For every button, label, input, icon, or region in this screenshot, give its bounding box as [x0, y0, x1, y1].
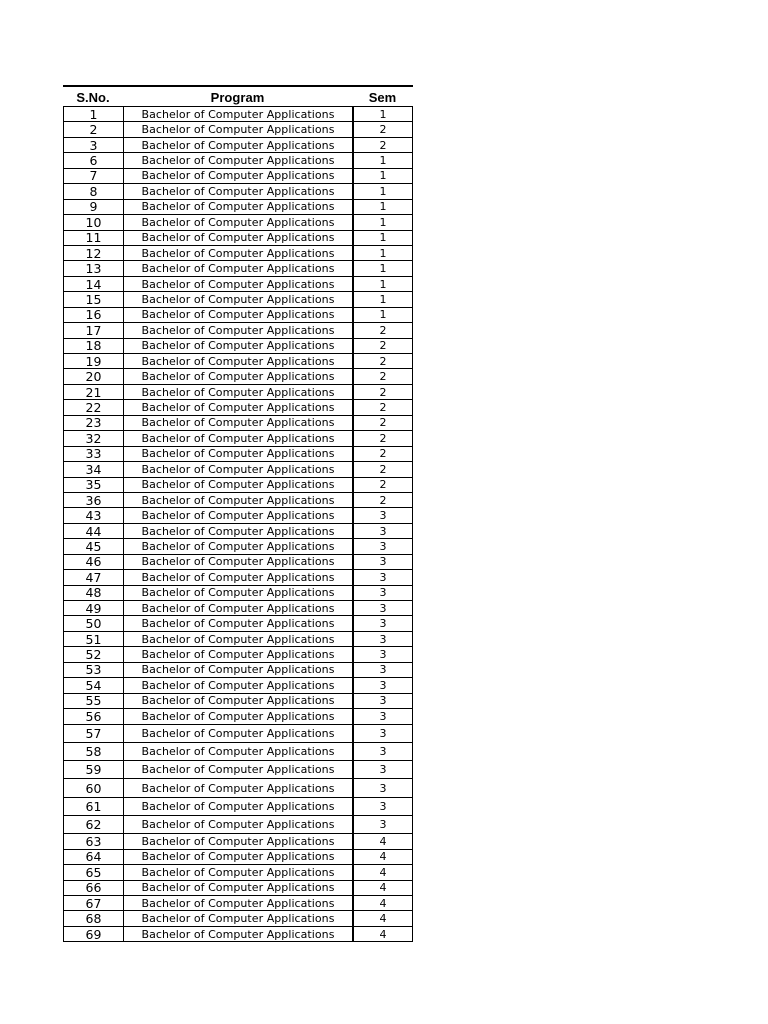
- cell-sno[interactable]: 14: [63, 277, 123, 291]
- cell-sno[interactable]: 16: [63, 308, 123, 322]
- table-row: [63, 778, 413, 796]
- cell-program[interactable]: Bachelor of Computer Applications: [123, 555, 352, 569]
- table-row: [63, 815, 413, 833]
- cell-program[interactable]: Bachelor of Computer Applications: [123, 539, 352, 553]
- cell-program[interactable]: Bachelor of Computer Applications: [123, 896, 352, 910]
- cell-program[interactable]: Bachelor of Computer Applications: [123, 761, 352, 778]
- cell-sno[interactable]: 23: [63, 416, 123, 430]
- cell-sno[interactable]: 46: [63, 555, 123, 569]
- cell-sem[interactable]: 4: [352, 865, 413, 879]
- cell-sno[interactable]: 36: [63, 493, 123, 507]
- table-row: [63, 214, 413, 229]
- cell-sem[interactable]: 2: [352, 400, 413, 414]
- cell-sno[interactable]: 69: [63, 927, 123, 941]
- cell-sem[interactable]: 2: [352, 339, 413, 353]
- cell-program[interactable]: Bachelor of Computer Applications: [123, 725, 352, 742]
- cell-program[interactable]: Bachelor of Computer Applications: [123, 462, 352, 476]
- cell-sem[interactable]: 3: [352, 632, 413, 646]
- table-row: [63, 492, 413, 507]
- cell-sno[interactable]: 49: [63, 601, 123, 615]
- cell-sem[interactable]: 1: [352, 215, 413, 229]
- cell-sno[interactable]: 61: [63, 798, 123, 815]
- cell-sem[interactable]: 2: [352, 447, 413, 461]
- cell-sno[interactable]: 35: [63, 478, 123, 492]
- cell-sem[interactable]: 1: [352, 277, 413, 291]
- cell-sem[interactable]: 2: [352, 369, 413, 383]
- table-row: [63, 415, 413, 430]
- cell-sem[interactable]: 3: [352, 647, 413, 661]
- cell-sno[interactable]: 12: [63, 246, 123, 260]
- cell-sno[interactable]: 57: [63, 725, 123, 742]
- cell-sem[interactable]: 2: [352, 478, 413, 492]
- table-row: [63, 615, 413, 630]
- cell-sno[interactable]: 32: [63, 431, 123, 445]
- cell-program[interactable]: Bachelor of Computer Applications: [123, 107, 352, 121]
- cell-program[interactable]: Bachelor of Computer Applications: [123, 369, 352, 383]
- cell-sem[interactable]: 2: [352, 122, 413, 136]
- cell-sno[interactable]: 17: [63, 323, 123, 337]
- table-row: [63, 895, 413, 910]
- cell-program[interactable]: Bachelor of Computer Applications: [123, 339, 352, 353]
- cell-program[interactable]: Bachelor of Computer Applications: [123, 647, 352, 661]
- cell-sem[interactable]: 3: [352, 694, 413, 708]
- cell-program[interactable]: Bachelor of Computer Applications: [123, 616, 352, 630]
- cell-sem[interactable]: 3: [352, 616, 413, 630]
- cell-program[interactable]: Bachelor of Computer Applications: [123, 447, 352, 461]
- table-row: [63, 864, 413, 879]
- table-row: [63, 384, 413, 399]
- cell-sem[interactable]: 1: [352, 200, 413, 214]
- cell-sem[interactable]: 3: [352, 586, 413, 600]
- cell-program[interactable]: Bachelor of Computer Applications: [123, 246, 352, 260]
- cell-sno[interactable]: 13: [63, 261, 123, 275]
- cell-sno[interactable]: 63: [63, 834, 123, 848]
- cell-sno[interactable]: 3: [63, 138, 123, 152]
- table-row: [63, 833, 413, 848]
- cell-sem[interactable]: 3: [352, 798, 413, 815]
- cell-sno[interactable]: 58: [63, 743, 123, 760]
- cell-sno[interactable]: 64: [63, 850, 123, 864]
- cell-sno[interactable]: 7: [63, 169, 123, 183]
- table-row: [63, 183, 413, 198]
- cell-sem[interactable]: 1: [352, 292, 413, 306]
- cell-sem[interactable]: 2: [352, 462, 413, 476]
- cell-program[interactable]: Bachelor of Computer Applications: [123, 798, 352, 815]
- cell-program[interactable]: Bachelor of Computer Applications: [123, 632, 352, 646]
- cell-sno[interactable]: 54: [63, 678, 123, 692]
- cell-sem[interactable]: 2: [352, 138, 413, 152]
- table-row: [63, 276, 413, 291]
- cell-sem[interactable]: 3: [352, 779, 413, 796]
- cell-sem[interactable]: 1: [352, 153, 413, 167]
- cell-program[interactable]: Bachelor of Computer Applications: [123, 277, 352, 291]
- table-row: [63, 307, 413, 322]
- cell-sno[interactable]: 8: [63, 184, 123, 198]
- cell-sem[interactable]: 3: [352, 709, 413, 723]
- table-row: [63, 152, 413, 167]
- cell-sno[interactable]: 43: [63, 508, 123, 522]
- cell-sem[interactable]: 3: [352, 555, 413, 569]
- cell-sno[interactable]: 67: [63, 896, 123, 910]
- cell-sno[interactable]: 9: [63, 200, 123, 214]
- cell-sem[interactable]: 3: [352, 816, 413, 833]
- cell-sem[interactable]: 2: [352, 323, 413, 337]
- cell-program[interactable]: Bachelor of Computer Applications: [123, 816, 352, 833]
- table-row: [63, 461, 413, 476]
- cell-program[interactable]: Bachelor of Computer Applications: [123, 200, 352, 214]
- cell-sem[interactable]: 2: [352, 493, 413, 507]
- cell-program[interactable]: Bachelor of Computer Applications: [123, 323, 352, 337]
- cell-program[interactable]: Bachelor of Computer Applications: [123, 215, 352, 229]
- cell-sem[interactable]: 4: [352, 834, 413, 848]
- cell-sem[interactable]: 1: [352, 231, 413, 245]
- table-row: [63, 631, 413, 646]
- cell-program[interactable]: Bachelor of Computer Applications: [123, 478, 352, 492]
- table-row: [63, 368, 413, 383]
- cell-sem[interactable]: 1: [352, 308, 413, 322]
- cell-sno[interactable]: 11: [63, 231, 123, 245]
- cell-sem[interactable]: 2: [352, 431, 413, 445]
- cell-sem[interactable]: 3: [352, 570, 413, 584]
- cell-program[interactable]: Bachelor of Computer Applications: [123, 308, 352, 322]
- table-row: [63, 585, 413, 600]
- header-row: [63, 87, 413, 106]
- cell-sno[interactable]: 68: [63, 911, 123, 925]
- table-body: [63, 106, 413, 941]
- cell-program[interactable]: Bachelor of Computer Applications: [123, 292, 352, 306]
- table-row: [63, 121, 413, 136]
- cell-program[interactable]: Bachelor of Computer Applications: [123, 385, 352, 399]
- cell-program[interactable]: Bachelor of Computer Applications: [123, 881, 352, 895]
- cell-sem[interactable]: 3: [352, 524, 413, 538]
- spreadsheet-table: [63, 85, 413, 942]
- table-row: [63, 693, 413, 708]
- cell-sno[interactable]: 47: [63, 570, 123, 584]
- table-row: [63, 662, 413, 677]
- cell-program[interactable]: Bachelor of Computer Applications: [123, 694, 352, 708]
- cell-program[interactable]: Bachelor of Computer Applications: [123, 779, 352, 796]
- cell-sem[interactable]: 3: [352, 539, 413, 553]
- cell-program[interactable]: Bachelor of Computer Applications: [123, 400, 352, 414]
- cell-sem[interactable]: 1: [352, 184, 413, 198]
- cell-sno[interactable]: 66: [63, 881, 123, 895]
- table-row: [63, 260, 413, 275]
- cell-sno[interactable]: 10: [63, 215, 123, 229]
- table-row: [63, 399, 413, 414]
- table-row: [63, 569, 413, 584]
- cell-sno[interactable]: 62: [63, 816, 123, 833]
- cell-sno[interactable]: 44: [63, 524, 123, 538]
- cell-program[interactable]: Bachelor of Computer Applications: [123, 261, 352, 275]
- table-row: [63, 430, 413, 445]
- table-row: [63, 724, 413, 742]
- cell-sno[interactable]: 34: [63, 462, 123, 476]
- cell-program[interactable]: Bachelor of Computer Applications: [123, 601, 352, 615]
- cell-sno[interactable]: 59: [63, 761, 123, 778]
- table-row: [63, 106, 413, 121]
- cell-sno[interactable]: 6: [63, 153, 123, 167]
- table-row: [63, 245, 413, 260]
- cell-program[interactable]: Bachelor of Computer Applications: [123, 431, 352, 445]
- cell-sem[interactable]: 1: [352, 246, 413, 260]
- cell-sno[interactable]: 22: [63, 400, 123, 414]
- table-row: [63, 742, 413, 760]
- cell-sno[interactable]: 45: [63, 539, 123, 553]
- cell-sno[interactable]: 53: [63, 663, 123, 677]
- cell-sem[interactable]: 4: [352, 911, 413, 925]
- cell-sem[interactable]: 2: [352, 354, 413, 368]
- cell-program[interactable]: Bachelor of Computer Applications: [123, 231, 352, 245]
- cell-sem[interactable]: 3: [352, 508, 413, 522]
- table-row: [63, 446, 413, 461]
- cell-sno[interactable]: 60: [63, 779, 123, 796]
- table-row: [63, 523, 413, 538]
- cell-program[interactable]: Bachelor of Computer Applications: [123, 354, 352, 368]
- cell-program[interactable]: Bachelor of Computer Applications: [123, 911, 352, 925]
- table-row: [63, 797, 413, 815]
- cell-sem[interactable]: 1: [352, 261, 413, 275]
- table-row: [63, 554, 413, 569]
- cell-program[interactable]: Bachelor of Computer Applications: [123, 663, 352, 677]
- table-row: [63, 322, 413, 337]
- table-row: [63, 291, 413, 306]
- table-row: [63, 880, 413, 895]
- header-sem[interactable]: Sem: [368, 89, 397, 105]
- cell-sno[interactable]: 2: [63, 122, 123, 136]
- cell-sem[interactable]: 3: [352, 663, 413, 677]
- cell-program[interactable]: Bachelor of Computer Applications: [123, 586, 352, 600]
- cell-program[interactable]: Bachelor of Computer Applications: [123, 138, 352, 152]
- table-row: [63, 507, 413, 522]
- table-row: [63, 677, 413, 692]
- cell-sno[interactable]: 1: [63, 107, 123, 121]
- cell-program[interactable]: Bachelor of Computer Applications: [123, 927, 352, 941]
- cell-sem[interactable]: 4: [352, 850, 413, 864]
- cell-program[interactable]: Bachelor of Computer Applications: [123, 743, 352, 760]
- table-row: [63, 910, 413, 925]
- cell-sno[interactable]: 19: [63, 354, 123, 368]
- table-row: [63, 338, 413, 353]
- table-row: [63, 353, 413, 368]
- cell-sno[interactable]: 33: [63, 447, 123, 461]
- header-program[interactable]: Program: [210, 89, 265, 105]
- cell-program[interactable]: Bachelor of Computer Applications: [123, 524, 352, 538]
- table-row: [63, 646, 413, 661]
- cell-program[interactable]: Bachelor of Computer Applications: [123, 169, 352, 183]
- cell-sem[interactable]: 3: [352, 743, 413, 760]
- cell-program[interactable]: Bachelor of Computer Applications: [123, 153, 352, 167]
- cell-sno[interactable]: 65: [63, 865, 123, 879]
- cell-program[interactable]: Bachelor of Computer Applications: [123, 678, 352, 692]
- cell-program[interactable]: Bachelor of Computer Applications: [123, 834, 352, 848]
- table-row: [63, 168, 413, 183]
- table-row: [63, 137, 413, 152]
- cell-sno[interactable]: 21: [63, 385, 123, 399]
- cell-program[interactable]: Bachelor of Computer Applications: [123, 508, 352, 522]
- cell-sem[interactable]: 3: [352, 725, 413, 742]
- cell-sem[interactable]: 1: [352, 107, 413, 121]
- cell-sem[interactable]: 2: [352, 385, 413, 399]
- cell-sem[interactable]: 3: [352, 761, 413, 778]
- table-row: [63, 199, 413, 214]
- table-row: [63, 477, 413, 492]
- cell-sem[interactable]: 4: [352, 896, 413, 910]
- cell-sno[interactable]: 15: [63, 292, 123, 306]
- cell-program[interactable]: Bachelor of Computer Applications: [123, 709, 352, 723]
- cell-program[interactable]: Bachelor of Computer Applications: [123, 122, 352, 136]
- cell-program[interactable]: Bachelor of Computer Applications: [123, 493, 352, 507]
- table-row: [63, 538, 413, 553]
- cell-sem[interactable]: 1: [352, 169, 413, 183]
- table-row: [63, 760, 413, 778]
- cell-sno[interactable]: 48: [63, 586, 123, 600]
- cell-sno[interactable]: 51: [63, 632, 123, 646]
- table-row: [63, 708, 413, 723]
- cell-sem[interactable]: 4: [352, 881, 413, 895]
- cell-sno[interactable]: 20: [63, 369, 123, 383]
- cell-program[interactable]: Bachelor of Computer Applications: [123, 865, 352, 879]
- table-row: [63, 230, 413, 245]
- table-row: [63, 926, 413, 941]
- cell-sno[interactable]: 50: [63, 616, 123, 630]
- table-row: [63, 849, 413, 864]
- cell-sno[interactable]: 55: [63, 694, 123, 708]
- cell-sno[interactable]: 18: [63, 339, 123, 353]
- cell-sem[interactable]: 3: [352, 678, 413, 692]
- cell-sem[interactable]: 4: [352, 927, 413, 941]
- cell-sem[interactable]: 2: [352, 416, 413, 430]
- cell-program[interactable]: Bachelor of Computer Applications: [123, 184, 352, 198]
- cell-program[interactable]: Bachelor of Computer Applications: [123, 850, 352, 864]
- cell-program[interactable]: Bachelor of Computer Applications: [123, 416, 352, 430]
- table-row: [63, 600, 413, 615]
- header-sno[interactable]: S.No.: [76, 89, 110, 105]
- cell-program[interactable]: Bachelor of Computer Applications: [123, 570, 352, 584]
- cell-sno[interactable]: 56: [63, 709, 123, 723]
- cell-sno[interactable]: 52: [63, 647, 123, 661]
- cell-sem[interactable]: 3: [352, 601, 413, 615]
